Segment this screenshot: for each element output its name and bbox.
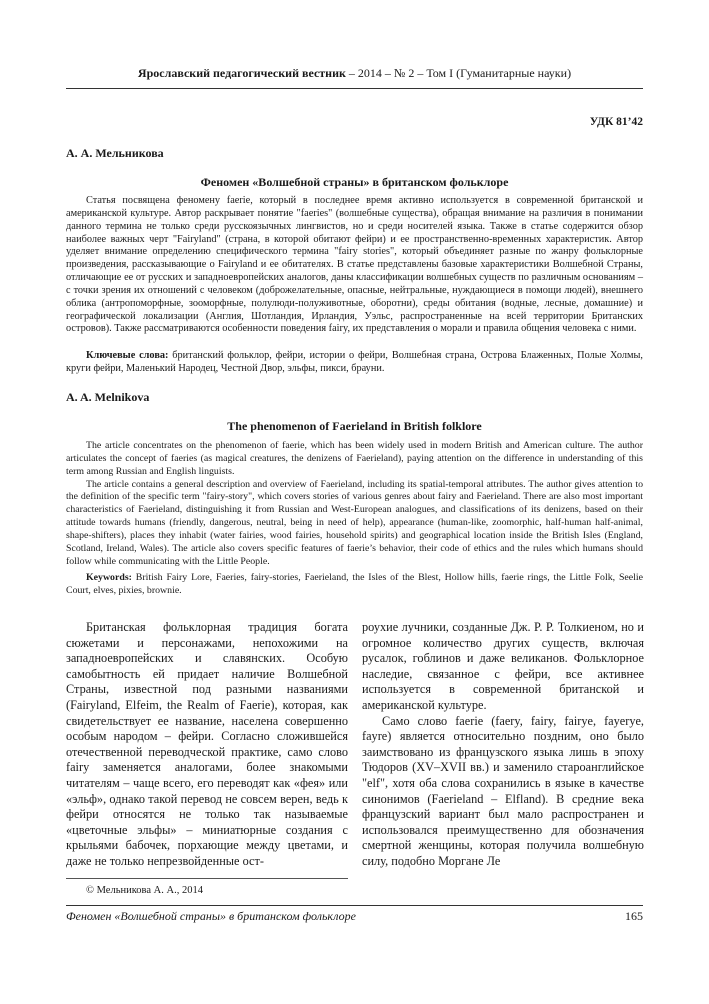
body-paragraph: Британская фольклорная традиция богата сюжетами и персонажами, непохожими на западноевропейских и славянских. Особую самобытность ей придает наличие Волшебной Страны, известной под разными названиями (Fairyland, Elfeim, the Realm of Faerie), которая, как свидетельствует ее название, населена совершенно особым народом – фейри. Согласно сложившейся отечественной переводческой практике, само слово fairy заменяется аналогами, более знакомыми читателям – чаще всего, его переводят как «фея» или «эльф», однако такой перевод не совсем верен, ведь к фейри относятся не только так называемые «цветочные эльфы» – миниатюрные создания с крыльями бабочек, порхающие между цветами, и даже не только непрезвойденные ост- [66,620,348,868]
running-header [0,66,709,81]
body-paragraph: Само слово faerie (faery, fairy, fairye, fayerye, fayre) является относительно поздним, оно было заимствовано из французского языка лишь в эпоху Тюдоров (XV–XVII вв.) и заменило староанглийское "elf", хотя оба слова сохранились в языке в качестве синонимов (Faerieland – Elfland). В средние века французский вариант был мало распространен и использовался преимущественно для обозначения смертной женщины, которая получила волшебную силу, подобно Моргане Ле [362,713,644,868]
abstract-en [66,440,643,568]
author-en: A. A. Melnikova [66,390,150,404]
keywords-ru-label: Ключевые слова: [86,350,169,361]
footnote-rule [66,878,348,879]
footer-title: Феномен «Волшебной страны» в британском фольклоре [66,909,356,923]
keywords-en [66,571,643,597]
footer-rule [66,905,643,906]
abstract-en-para-1: The article concentrates on the phenomenon of faerie, which has been widely used in modern British and American culture. The author articulates the concept of faeries (as magical creatures, the denizens of Faerieland), paying attention on the difference in understanding of this term among Russian and English linguists. [66,440,643,477]
abstract-ru-text: Статья посвящена феномену faerie, который в последнее время активно используется в современной британской и американской культуре. Автор раскрывает понятие "faeries" (волшебные существа), обращая внимание на различия в понимании данного термина не только среди русскоязычных лингвистов, но и среди носителей языка. Также в статье содержится обзор наиболее важных черт "Fairyland" (страна, в которой обитают фейри) и ее пространственно-временных характеристик. Автор уделяет внимание определению специфического термина "fairy stories", который объединяет разные по жанру фольклорные произведения, рассказывающие о Fairyland и ее обитателях. В статье представлены базовые характеристики Волшебной Страны, отличающие ее от русских и западноевропейских аналогов, даны классификации волшебных существ по различным основаниям – с точки зрения их отношений с человеком (доброжелательные, опасные, нейтральные, нуждающиеся в помощи людей), внешнего облика (антропоморфные, зооморфные, полулюди-полуживотные, оборотни), среды обитания (водные, лесные, домашние) и географической локализации (Англия, Шотландия, Ирландия, Уэльс, распространенные на всей территории Британских островов). Также рассматриваются особенности поведения fairy, их представления о морали и правила общения человека с ними. [66,195,643,335]
copyright-footnote: © Мельникова А. А., 2014 [86,885,203,896]
page-number: 165 [625,909,643,923]
author-ru: А. А. Мельникова [66,146,164,160]
issue-info: – 2014 – № 2 – Том I (Гуманитарные науки) [348,66,572,80]
keywords-ru [66,349,643,375]
keywords-en-text: British Fairy Lore, Faeries, fairy-stories, Faerieland, the Isles of the Blest, Hollow hills, faerie rings, the Little Folk, Seelie Court, elves, pixies, brownie. [66,572,644,596]
abstract-en-para-2: The article contains a general description and overview of Faerieland, including its spatial-temporal attributes. The author gives attention to the definition of the specific term "fairy-story", which covers stories of various genres about fairy and Faerieland. There are also most important characteristics of Faerieland, distinguishing it from Russian and West-European analogues, and classifications of its denizens, based on their attitude towards humans (friendly, dangerous, neutral, being in need of help), appearance (human-like, zoomorphic, half-human half-animal, shape-shifters), places they inhabit (water fairies, wood fairies, household spirits) and geographical location inside the British Isles (England, Scotland, Ireland, Wales). The article also covers specific features of faerie’s behavior, their code of ethics and the rules which humans should follow while communicating with the Little People. [66,478,643,567]
journal-name: Ярославский педагогический вестник [137,66,346,80]
header-rule [66,88,643,89]
abstract-ru [66,195,643,336]
body-column-left [66,620,348,870]
title-en: The phenomenon of Faerieland in British folklore [227,419,482,433]
body-paragraph: роухие лучники, созданные Дж. Р. Р. Толкиеном, но и огромное количество других существ, включая русалок, гоблинов и даже великанов. Фольклорное наследие, связанное с фейри, все активнее используется в современной британской и американской культуре. [362,620,644,712]
title-ru: Феномен «Волшебной страны» в британском фольклоре [200,175,509,189]
keywords-ru-text: британский фольклор, фейри, истории о фейри, Волшебная страна, Острова Блаженных, Полые Холмы, круги фейри, Маленький Народец, Честной Двор, эльфы, пикси, брауни. [66,350,644,374]
body-column-right [362,620,644,870]
udk-code: УДК 81’42 [589,116,643,128]
keywords-en-label: Keywords: [86,572,132,583]
